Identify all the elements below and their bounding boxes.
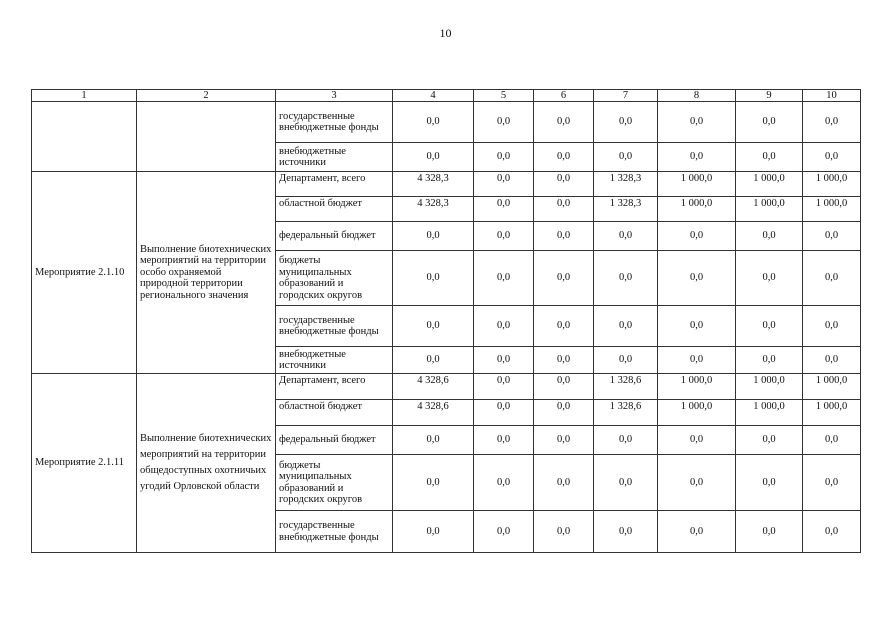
value-cell: 0,0 (658, 251, 736, 306)
value-cell: 0,0 (474, 251, 534, 306)
value-cell: 0,0 (534, 374, 594, 400)
value-cell: 0,0 (594, 102, 658, 143)
table-row (32, 374, 861, 400)
value-cell: 0,0 (534, 197, 594, 222)
value-cell: 0,0 (736, 511, 803, 553)
value-cell: 0,0 (594, 426, 658, 455)
value-cell: 0,0 (594, 511, 658, 553)
value-cell: 1 328,3 (594, 197, 658, 222)
value-cell: 1 000,0 (803, 400, 861, 426)
value-cell: 1 328,6 (594, 374, 658, 400)
value-cell: 0,0 (736, 306, 803, 347)
value-cell: 1 000,0 (736, 172, 803, 197)
measure-code-cell (32, 102, 137, 172)
value-cell: 0,0 (393, 511, 474, 553)
value-cell: 0,0 (658, 455, 736, 511)
value-cell: 0,0 (594, 347, 658, 374)
value-cell: 0,0 (393, 347, 474, 374)
column-number: 3 (276, 90, 393, 102)
value-cell: 0,0 (736, 222, 803, 251)
value-cell: 0,0 (658, 511, 736, 553)
value-cell: 0,0 (474, 455, 534, 511)
value-cell: 0,0 (474, 172, 534, 197)
value-cell: 0,0 (803, 426, 861, 455)
value-cell: 0,0 (474, 102, 534, 143)
value-cell: 1 000,0 (736, 400, 803, 426)
value-cell: 1 000,0 (658, 197, 736, 222)
value-cell: 0,0 (736, 347, 803, 374)
value-cell: 0,0 (474, 143, 534, 172)
value-cell: 1 000,0 (736, 374, 803, 400)
value-cell: 0,0 (803, 251, 861, 306)
value-cell: 0,0 (736, 455, 803, 511)
value-cell: 1 000,0 (803, 374, 861, 400)
value-cell: 0,0 (658, 347, 736, 374)
value-cell: 0,0 (594, 251, 658, 306)
value-cell: 1 000,0 (658, 374, 736, 400)
value-cell: 1 000,0 (803, 172, 861, 197)
value-cell: 0,0 (474, 347, 534, 374)
value-cell: 0,0 (803, 347, 861, 374)
value-cell: 1 328,3 (594, 172, 658, 197)
value-cell: 0,0 (658, 426, 736, 455)
value-cell: 0,0 (736, 143, 803, 172)
value-cell: 0,0 (534, 222, 594, 251)
value-cell: 0,0 (594, 455, 658, 511)
value-cell: 0,0 (534, 143, 594, 172)
value-cell: 0,0 (803, 222, 861, 251)
column-number: 4 (393, 90, 474, 102)
value-cell: 0,0 (658, 102, 736, 143)
value-cell: 0,0 (534, 172, 594, 197)
value-cell: 1 000,0 (803, 197, 861, 222)
value-cell: 0,0 (534, 347, 594, 374)
value-cell: 0,0 (803, 306, 861, 347)
value-cell: 1 000,0 (736, 197, 803, 222)
column-number: 1 (32, 90, 137, 102)
value-cell: 1 328,6 (594, 400, 658, 426)
measure-code: Мероприятие 2.1.11 (32, 374, 137, 553)
value-cell: 0,0 (474, 511, 534, 553)
funding-source: областной бюджет (276, 400, 393, 426)
value-cell: 0,0 (658, 306, 736, 347)
column-number-row (32, 90, 861, 102)
funding-source: государственные внебюджетные фонды (276, 511, 393, 553)
funding-source: областной бюджет (276, 197, 393, 222)
value-cell: 0,0 (736, 251, 803, 306)
value-cell: 0,0 (393, 455, 474, 511)
column-number: 8 (658, 90, 736, 102)
value-cell: 0,0 (534, 455, 594, 511)
value-cell: 0,0 (393, 306, 474, 347)
value-cell: 0,0 (534, 426, 594, 455)
column-number: 5 (474, 90, 534, 102)
funding-source: Департамент, всего (276, 374, 393, 400)
value-cell: 0,0 (803, 455, 861, 511)
funding-source: федеральный бюджет (276, 222, 393, 251)
column-number: 9 (736, 90, 803, 102)
value-cell: 0,0 (736, 102, 803, 143)
funding-source: государственные внебюджетные фонды (276, 306, 393, 347)
value-cell: 0,0 (534, 400, 594, 426)
value-cell: 4 328,6 (393, 400, 474, 426)
value-cell: 4 328,3 (393, 197, 474, 222)
value-cell: 0,0 (803, 511, 861, 553)
table-row (32, 102, 861, 143)
value-cell: 0,0 (803, 143, 861, 172)
value-cell: 0,0 (393, 426, 474, 455)
value-cell: 0,0 (534, 511, 594, 553)
value-cell: 0,0 (474, 306, 534, 347)
measure-description: Выполнение биотехнических мероприятий на территории особо охраняемой природной территории регионального значения (137, 172, 276, 374)
table-row (32, 172, 861, 197)
funding-source: государственные внебюджетные фонды (276, 102, 393, 143)
funding-source: бюджеты муниципальных образований и городских округов (276, 455, 393, 511)
funding-source: бюджеты муниципальных образований и городских округов (276, 251, 393, 306)
value-cell: 0,0 (393, 222, 474, 251)
value-cell: 0,0 (594, 222, 658, 251)
value-cell: 1 000,0 (658, 400, 736, 426)
column-number: 10 (803, 90, 861, 102)
value-cell: 0,0 (736, 426, 803, 455)
column-number: 2 (137, 90, 276, 102)
value-cell: 0,0 (534, 102, 594, 143)
column-number: 7 (594, 90, 658, 102)
value-cell: 0,0 (534, 251, 594, 306)
value-cell: 0,0 (594, 143, 658, 172)
value-cell: 0,0 (474, 426, 534, 455)
value-cell: 0,0 (658, 222, 736, 251)
measure-code: Мероприятие 2.1.10 (32, 172, 137, 374)
value-cell: 0,0 (803, 102, 861, 143)
measure-description-cell (137, 102, 276, 172)
value-cell: 0,0 (594, 306, 658, 347)
value-cell: 1 000,0 (658, 172, 736, 197)
page-number: 10 (439, 26, 452, 40)
funding-source: федеральный бюджет (276, 426, 393, 455)
measure-description: Выполнение биотехнических мероприятий на территории общедоступных охотничьих угодий Орловской области (137, 374, 276, 553)
budget-table (31, 89, 861, 553)
value-cell: 0,0 (474, 400, 534, 426)
value-cell: 0,0 (474, 222, 534, 251)
funding-source: внебюджетные источники (276, 143, 393, 172)
funding-source: Департамент, всего (276, 172, 393, 197)
value-cell: 0,0 (658, 143, 736, 172)
value-cell: 0,0 (474, 197, 534, 222)
value-cell: 0,0 (393, 251, 474, 306)
value-cell: 4 328,6 (393, 374, 474, 400)
value-cell: 4 328,3 (393, 172, 474, 197)
value-cell: 0,0 (393, 143, 474, 172)
column-number: 6 (534, 90, 594, 102)
value-cell: 0,0 (393, 102, 474, 143)
value-cell: 0,0 (474, 374, 534, 400)
value-cell: 0,0 (534, 306, 594, 347)
funding-source: внебюджетные источники (276, 347, 393, 374)
